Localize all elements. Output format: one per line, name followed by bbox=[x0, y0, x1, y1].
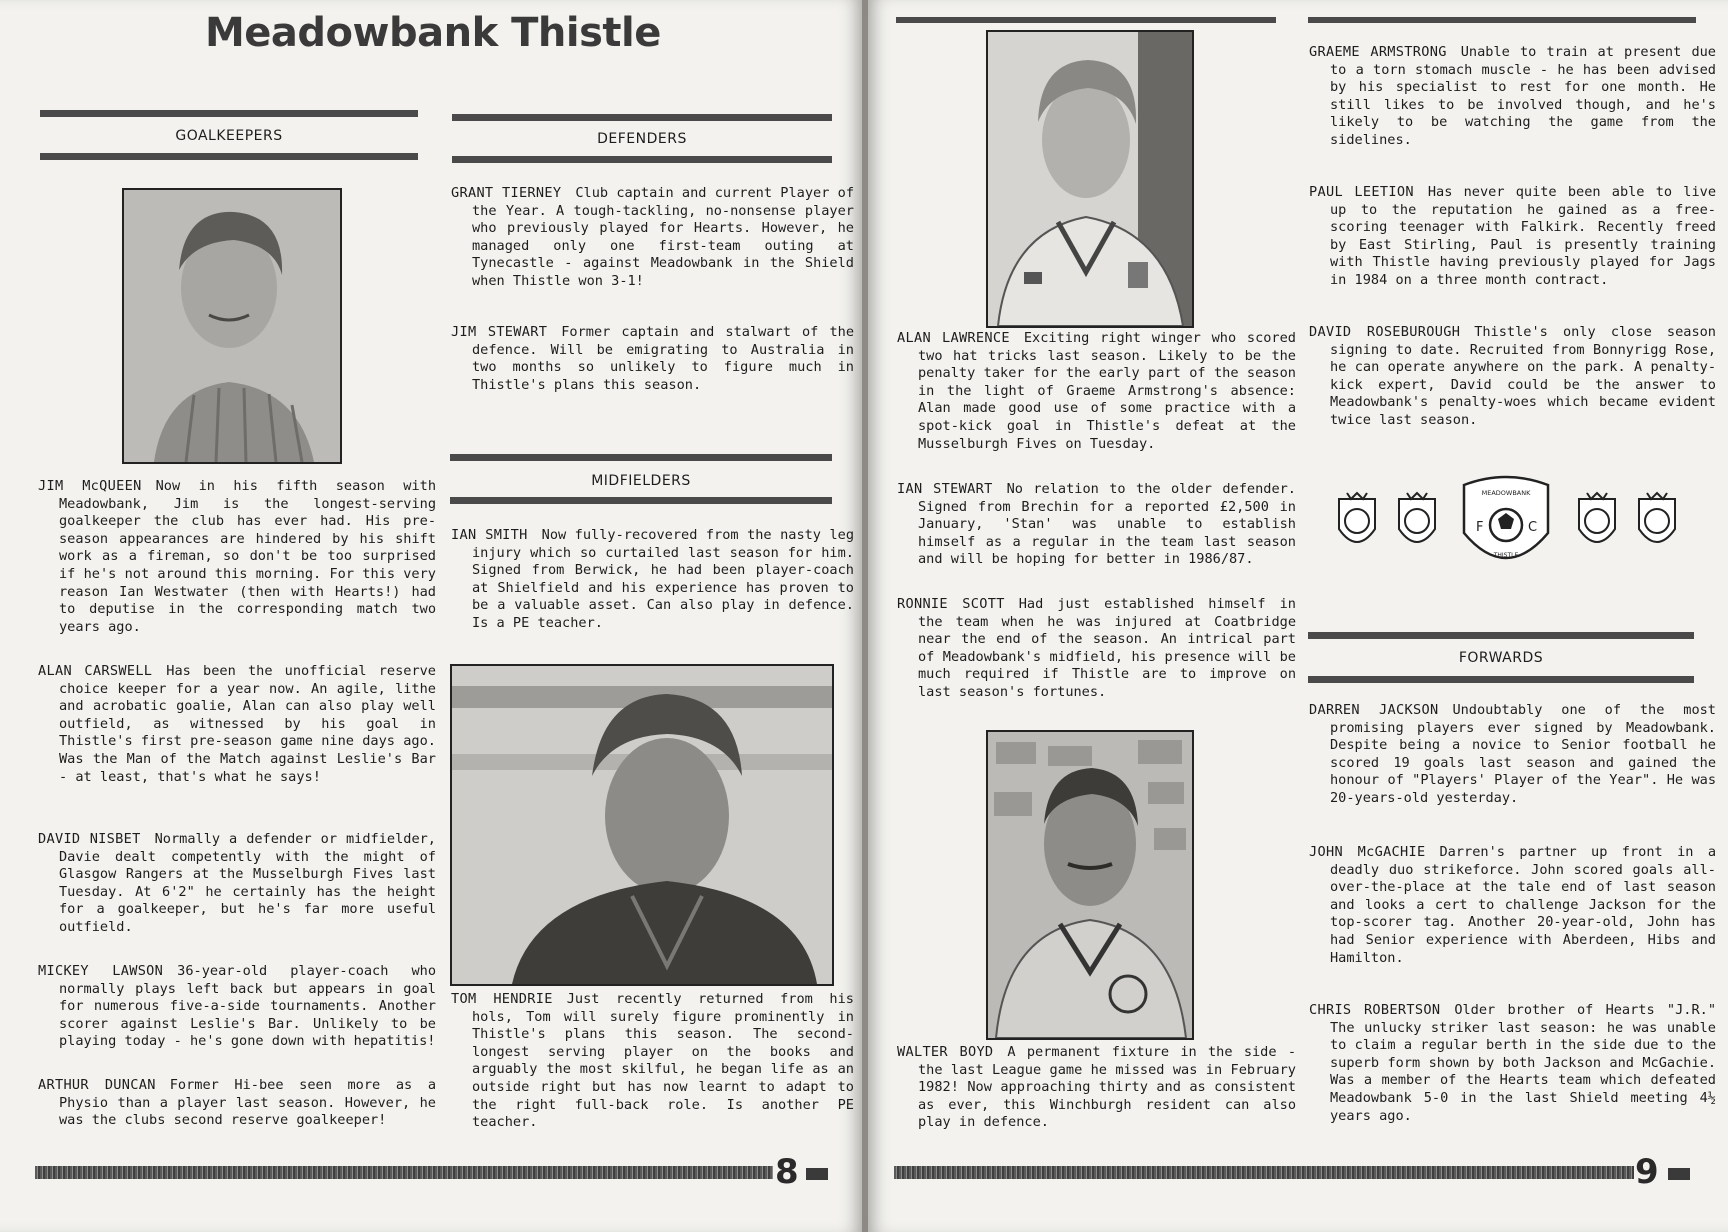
player-name: ALAN CARSWELL bbox=[38, 663, 153, 679]
page-title: Meadowbank Thistle bbox=[205, 10, 661, 56]
bio-jim-mcqueen bbox=[38, 478, 436, 636]
crest-banner: THISTLE bbox=[1493, 552, 1519, 559]
small-crest-icon bbox=[1399, 493, 1435, 542]
player-bio: Now in his fifth season with Meadowbank, Jim is the longest-serving goalkeeper the club has ever had. His pre-season appearances are hindered by his shift work as a fireman, so don't be too surprised if he's not around this morning. For this very reason Ian Westwater (then with Hearts!) had to deputise in the corresponding match two years ago. bbox=[59, 478, 436, 635]
player-name: ALAN LAWRENCE bbox=[897, 330, 1010, 346]
rule bbox=[452, 114, 832, 121]
section-defenders: DEFENDERS bbox=[597, 131, 687, 147]
small-crest-icon bbox=[1579, 493, 1615, 542]
player-name: ARTHUR DUNCAN bbox=[38, 1077, 156, 1093]
portrait-tom-hendrie bbox=[452, 666, 832, 984]
crest-letter-right: C bbox=[1528, 520, 1538, 535]
photo-walter-boyd bbox=[986, 730, 1194, 1040]
bio-graeme-armstrong bbox=[1309, 44, 1716, 150]
player-name: CHRIS ROBERTSON bbox=[1309, 1002, 1441, 1018]
photo-tom-hendrie bbox=[450, 664, 834, 986]
club-crests bbox=[1326, 473, 1706, 573]
crest-letter-left: F bbox=[1476, 520, 1484, 535]
bio-alan-carswell bbox=[38, 663, 436, 786]
player-name: IAN STEWART bbox=[897, 481, 993, 497]
bio-paul-leetion bbox=[1309, 184, 1716, 290]
player-bio: Exciting right winger who scored two hat tricks last season. Likely to be the penalty taker for the early part of the season in the light of Graeme Armstrong's absence: Alan made good use of some practice with a spot-kick goal in Thistle's defeat at the Musselburgh Fives on Tuesday. bbox=[918, 330, 1296, 452]
bio-david-nisbet bbox=[38, 831, 436, 937]
player-name: DAVID NISBET bbox=[38, 831, 141, 847]
bio-ian-smith bbox=[451, 527, 854, 633]
player-bio: Now fully-recovered from the nasty leg injury which so curtailed last season for him. Signed from Berwick, he had been player-coach at Shielfield and his experience has proven to be a valuable asset. Can also play in defence. Is a PE teacher. bbox=[472, 527, 855, 631]
player-name: JIM McQUEEN bbox=[38, 478, 142, 494]
portrait-alan-lawrence bbox=[988, 32, 1192, 326]
bio-walter-boyd bbox=[897, 1044, 1296, 1132]
player-bio: Former captain and stalwart of the defence. Will be emigrating to Australia in two months so unlikely to figure much in Thistle's plans this season. bbox=[472, 324, 854, 393]
bio-grant-tierney bbox=[451, 185, 854, 291]
player-bio: Thistle's only close season signing to date. Recruited from Bonnyrigg Rose, he can operate anywhere on the park. A penalty-kick expert, David could be the answer to Meadowbank's penalty-woes which became evident twice last season. bbox=[1330, 324, 1716, 428]
rule bbox=[1308, 17, 1696, 23]
player-bio: Club captain and current Player of the Year. A tough-tackling, no-nonsense player who previously played for Hearts. However, he managed only one first-team outing at Tynecastle - against Meadowbank in the Shield when Thistle won 3-1! bbox=[472, 185, 854, 289]
player-bio: Unable to train at present due to a torn stomach muscle - he has been advised by his specialist to rest for one month. He still likes to be involved though, and he's likely to be watching the game from the sidelines. bbox=[1330, 44, 1716, 148]
portrait-walter-boyd bbox=[988, 732, 1192, 1038]
player-name: RONNIE SCOTT bbox=[897, 596, 1005, 612]
rule bbox=[40, 110, 418, 117]
rule bbox=[450, 454, 832, 461]
bio-david-roseburough bbox=[1309, 324, 1716, 430]
bio-chris-robertson bbox=[1309, 1002, 1716, 1125]
bio-darren-jackson bbox=[1309, 702, 1716, 808]
main-crest-icon bbox=[1464, 477, 1548, 559]
bio-jim-stewart bbox=[451, 324, 854, 394]
bio-ian-stewart bbox=[897, 481, 1296, 569]
page-9 bbox=[868, 0, 1728, 1232]
player-bio: No relation to the older defender. Signed from Brechin for a reported £2,500 in January, 'Stan' was unable to establish himself as a regular in the team last season and will be hoping for better in 1986/87. bbox=[918, 481, 1296, 568]
player-name: TOM HENDRIE bbox=[451, 991, 553, 1007]
player-name: GRAEME ARMSTRONG bbox=[1309, 44, 1447, 60]
player-name: IAN SMITH bbox=[451, 527, 528, 543]
player-name: DARREN JACKSON bbox=[1309, 702, 1439, 718]
bio-arthur-duncan bbox=[38, 1077, 436, 1130]
player-bio: Has never quite been able to live up to the reputation he gained as a free-scoring teenager with Falkirk. Recently freed by East Stirling, Paul is presently training with Thistle having previously played for Jags in 1984 on a three month contract. bbox=[1330, 184, 1716, 288]
player-bio: Undoubtably one of the most promising players ever signed by Meadowbank. Despite being a novice to Senior football he scored 19 goals last season and gained the honour of "Players' Player of the Year". He was 20-years-old yesterday. bbox=[1330, 702, 1716, 806]
player-bio: A permanent fixture in the side - the last League game he missed was in February 1982! Now approaching thirty and as consistent as ever, this Winchburgh resident can also play in defence. bbox=[918, 1044, 1297, 1131]
player-name: PAUL LEETION bbox=[1309, 184, 1414, 200]
page-number-tail bbox=[806, 1168, 828, 1180]
section-goalkeepers: GOALKEEPERS bbox=[175, 128, 283, 144]
bio-john-mcgachie bbox=[1309, 844, 1716, 967]
rule bbox=[40, 153, 418, 160]
small-crest-icon bbox=[1339, 493, 1375, 542]
page-number: 8 bbox=[775, 1152, 799, 1192]
player-bio: Just recently returned from his hols, Tom will surely figure prominently in Thistle's plans this season. The second-longest serving player on the books and arguably the most skilful, he began life as an outside right but has now learnt to adapt to the right full-back role. Is another PE teacher. bbox=[472, 991, 854, 1131]
player-name: MICKEY LAWSON bbox=[38, 963, 164, 979]
bio-alan-lawrence bbox=[897, 330, 1296, 453]
rule bbox=[1308, 676, 1694, 683]
player-bio: Has been the unofficial reserve choice keeper for a year now. An agile, lithe and acrobatic goalie, Alan can also play well outfield, as witnessed by his goal in Thistle's first pre-season game nine days ago. Was the Man of the Match against Leslie's Bar - at least, that's what he says! bbox=[59, 663, 436, 785]
portrait-jim-mcqueen bbox=[124, 190, 340, 462]
player-bio: Had just established himself in the team when he was injured at Coatbridge near the end of the season. An intrical part of Meadowbank's midfield, his presence will be much required if Thistle are to improve on last season's fortunes. bbox=[918, 596, 1296, 700]
footer-bar bbox=[35, 1166, 773, 1179]
photo-jim-mcqueen bbox=[122, 188, 342, 464]
photo-alan-lawrence bbox=[986, 30, 1194, 328]
section-forwards: FORWARDS bbox=[1458, 650, 1544, 666]
bio-tom-hendrie bbox=[451, 991, 854, 1132]
rule bbox=[450, 497, 832, 504]
player-bio: Darren's partner up front in a deadly duo strikeforce. John scored goals all-over-the-place at the tale end of last season and looks a cert to challenge Jackson for the top-scorer tag. Another 20-year-old, John has had Senior experience with Aberdeen, Hibs and Hamilton. bbox=[1330, 844, 1717, 966]
player-bio: Older brother of Hearts "J.R." The unlucky striker last season: he was unable to claim a regular berth in the side due to the superb form shown by both Jackson and McGachie. Was a member of the Hearts team which defeated Meadowbank 5-0 in the last Shield meeting 4½ years ago. bbox=[1330, 1002, 1716, 1124]
section-midfielders: MIDFIELDERS bbox=[591, 473, 691, 489]
player-name: JOHN McGACHIE bbox=[1309, 844, 1426, 860]
page-number: 9 bbox=[1635, 1152, 1659, 1192]
bio-mickey-lawson bbox=[38, 963, 436, 1051]
player-name: DAVID ROSEBUROUGH bbox=[1309, 324, 1461, 340]
crest-ring-text: MEADOWBANK bbox=[1481, 489, 1531, 497]
player-bio: 36-year-old player-coach who normally plays left back but appears in goal for numerous five-a-side tournaments. Another scorer against Leslie's Bar. Unlikely to be playing today - he's gone down with hepatitis! bbox=[59, 963, 437, 1050]
player-name: GRANT TIERNEY bbox=[451, 185, 562, 201]
bio-ronnie-scott bbox=[897, 596, 1296, 702]
player-bio: Normally a defender or midfielder, Davie dealt competently with the might of Glasgow Rangers at the Musselburgh Fives last Tuesday. At 6'2" he certainly has the height for a goalkeeper, but he's far more useful outfield. bbox=[59, 831, 436, 935]
footer-bar bbox=[894, 1166, 1634, 1179]
rule bbox=[1308, 632, 1694, 639]
page-8 bbox=[0, 0, 862, 1232]
rule bbox=[452, 156, 832, 163]
small-crest-icon bbox=[1639, 493, 1675, 542]
page-number-tail bbox=[1668, 1168, 1690, 1180]
player-name: WALTER BOYD bbox=[897, 1044, 994, 1060]
player-bio: Former Hi-bee seen more as a Physio than a player last season. However, he was the clubs second reserve goalkeeper! bbox=[59, 1077, 436, 1129]
player-name: JIM STEWART bbox=[451, 324, 548, 340]
rule bbox=[896, 17, 1276, 23]
